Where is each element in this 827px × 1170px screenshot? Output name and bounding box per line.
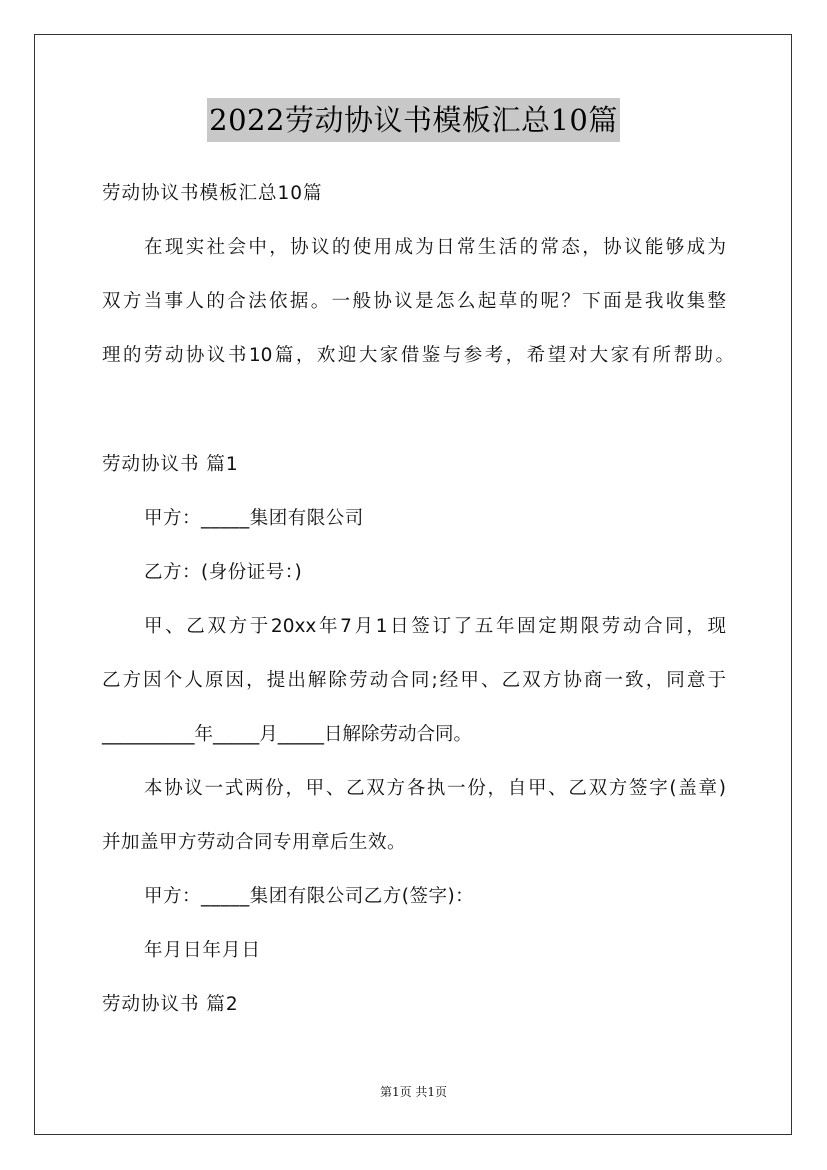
document-subtitle: 劳动协议书模板汇总10篇 xyxy=(102,183,323,204)
clause-2-line-1: 本协议一式两份，甲、乙双方各执一份，自甲、乙双方签字(盖章) xyxy=(144,778,726,799)
intro-line-3: 理的劳动协议书10篇，欢迎大家借鉴与参考，希望对大家有所帮助。 xyxy=(102,345,734,366)
party-b-line: 乙方：(身份证号：) xyxy=(144,562,303,583)
clause-1-line-2: 乙方因个人原因，提出解除劳动合同;经甲、乙双方协商一致，同意于 xyxy=(102,670,726,691)
party-a-line: 甲方：_____集团有限公司 xyxy=(144,508,364,529)
intro-line-1: 在现实社会中，协议的使用成为日常生活的常态，协议能够成为 xyxy=(144,237,726,258)
document-title: 2022劳动协议书模板汇总10篇 xyxy=(207,98,620,142)
date-line: 年月日年月日 xyxy=(144,940,262,961)
section-1-heading: 劳动协议书 篇1 xyxy=(102,454,239,475)
clause-2-line-2: 并加盖甲方劳动合同专用章后生效。 xyxy=(102,832,407,853)
clause-1-line-1: 甲、乙双方于20xx年7月1日签订了五年固定期限劳动合同，现 xyxy=(144,616,726,637)
signature-line: 甲方：_____集团有限公司乙方(签字)： xyxy=(144,886,475,907)
clause-1-line-3: __________年_____月_____日解除劳动合同。 xyxy=(102,724,473,745)
intro-line-2: 双方当事人的合法依据。一般协议是怎么起草的呢？下面是我收集整 xyxy=(102,291,726,312)
section-2-heading: 劳动协议书 篇2 xyxy=(102,994,239,1015)
page-footer: 第1页 共1页 xyxy=(379,1085,448,1099)
title-container xyxy=(0,98,827,142)
